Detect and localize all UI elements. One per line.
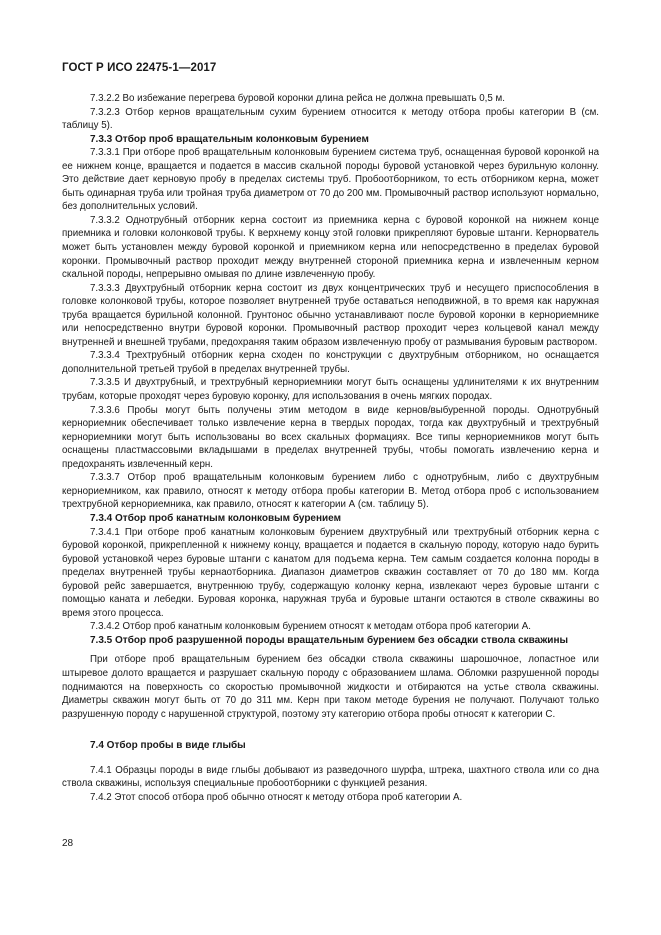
section-heading-7-3-4: 7.3.4 Отбор проб канатным колонковым бурением	[90, 512, 342, 524]
paragraph-7-3-3-1: 7.3.3.1 При отборе проб вращательным колонковым бурением система труб, оснащенная буровой коронкой на ее нижнем конце, вращается и подается в массив скальной породы буровой установкой через бурильную колонну. Это действие дает керновую пробу в пределах системы труб. Пробоотборником, то есть отборником керна, может быть одинарная труба или тройная труба диаметром от 70 до 200 мм. Промывочный раствор используют нормально, без дополнительных условий.	[62, 147, 599, 213]
paragraph-7-3-3-3: 7.3.3.3 Двухтрубный отборник керна состоит из двух концентрических труб и несущего приспособления в головке колонковой трубы, которое позволяет внутренней трубе оставаться неподвижной, в то время как наружная труба вращается бурильной колонной. Грунтонос обычно устанавливают после буровой коронки в кернориемнике или непосредственно внутри буровой коронки. Промывочный раствор проходит через кольцевой канал между внутренней и внешней трубами, предохраняя таким образом извлеченную пробу от размывания буровым раствором.	[62, 282, 599, 348]
paragraph-7-3-2-3: 7.3.2.3 Отбор кернов вращательным сухим бурением относится к методу отбора пробы категории В (см. таблицу 5).	[62, 106, 599, 132]
paragraph-7-3-3-7: 7.3.3.7 Отбор проб вращательным колонковым бурением либо с однотрубным, либо с двухтрубным кернориемником, как правило, относят к методу отбора пробы категории В. Метод отбора проб с использованием трехтрубной кернориемника, как правило, относят к категории А (см. таблицу 5).	[62, 472, 599, 511]
paragraph-7-4-2: 7.4.2 Этот способ отбора проб обычно относят к методу отбора проб категории А.	[90, 791, 463, 803]
section-heading-7-4: 7.4 Отбор пробы в виде глыбы	[90, 740, 246, 752]
paragraph-7-4-1: 7.4.1 Образцы породы в виде глыбы добывают из разведочного шурфа, штрека, шахтного ствола или со дна ствола скважины, используя специальные пробоотборники с функцией резания.	[62, 764, 599, 790]
standard-header: ГОСТ Р ИСО 22475-1—2017	[62, 62, 217, 74]
section-heading-7-3-5: 7.3.5 Отбор проб разрушенной породы вращательным бурением без обсадки ствола скважины	[90, 634, 569, 646]
paragraph-7-3-4-1: 7.3.4.1 При отборе проб канатным колонковым бурением двухтрубный или трехтрубный отборник керна с буровой коронкой, прикрепленной к нижнему концу, вращается и подается в скальную породу, которую надо бурить буровой установкой через буровые штанги с канатом для подъема керна. Тем самым создается колонна породы в пределах внутренней трубы кернаотборника. Диапазон диаметров скважин составляет от 70 до 180 мм. Когда буровой рейс завершается, внутреннюю трубу, содержащую колонку керна, извлекают через буровые штанги с помощью каната и лебедки. Буровая коронка, наружная труба и буровые штанги остаются в стволе скважины во время этого процесса.	[62, 526, 599, 619]
paragraph-7-3-3-2: 7.3.3.2 Однотрубный отборник керна состоит из приемника керна с буровой коронкой на нижнем конце приемника и головки колонковой трубы. К верхнему концу этой головки прикрепляют буровые штанги. Кернорватель может быть установлен между буровой коронкой и приемником керна или непосредственно в пределах буровой коронки. Промывочный раствор проходит между внутренней стороной приемника керна и извлеченным керном скальной породы, непрерывно омывая по длине извлеченную пробу.	[62, 214, 599, 281]
paragraph-7-3-3-6: 7.3.3.6 Пробы могут быть получены этим методом в виде кернов/выбуренной породы. Однотрубный кернориемник обеспечивает только извлечение керна в твердых породах, тогда как двухтрубный и трехтрубный кернориемники могут быть использованы во всех скальных формациях. Все типы кернориемников могут быть оснащены пластмассовыми вкладышами в пределах внутренней трубы, чтобы помогать извлечению керна и предохранять извлеченный керн.	[62, 404, 599, 470]
paragraph-7-3-4-2: 7.3.4.2 Отбор проб канатным колонковым бурением относят к методам отбора проб категории А.	[90, 621, 531, 633]
paragraph-7-3-3-4: 7.3.3.4 Трехтрубный отборник керна сходен по конструкции с двухтрубным отборником, но оснащается дополнительной третьей трубой в пределах внутренней трубы.	[62, 350, 599, 375]
page-number: 28	[62, 838, 74, 849]
document-body	[62, 92, 599, 804]
paragraph-7-3-2-2: 7.3.2.2 Во избежание перегрева буровой коронки длина рейса не должна превышать 0,5 м.	[90, 93, 505, 104]
paragraph-7-3-5-body: При отборе проб вращательным бурением без обсадки ствола скважины шарошочное, лопастное или штыревое долото вращается и разрушает скальную породу с образованием шлама. Обломки разрушенной породы поднимаются на поверхность со скоростью промывочной жидкости и отбираются на устье ствола скважины. Диаметры скважин могут быть от 70 до 311 мм. Керн при таком методе бурения не получают. Получают только разрушенную породу с нарушенной структурой, поэтому эту категорию отбора пробы относят к категории С.	[62, 654, 599, 720]
section-heading-7-3-3: 7.3.3 Отбор проб вращательным колонковым бурением	[90, 133, 369, 145]
paragraph-7-3-3-5: 7.3.3.5 И двухтрубный, и трехтрубный кернориемники могут быть оснащены удлинителями к их внутренним трубам, которые проходят через буровую коронку, для использования в очень мягких породах.	[62, 377, 599, 403]
